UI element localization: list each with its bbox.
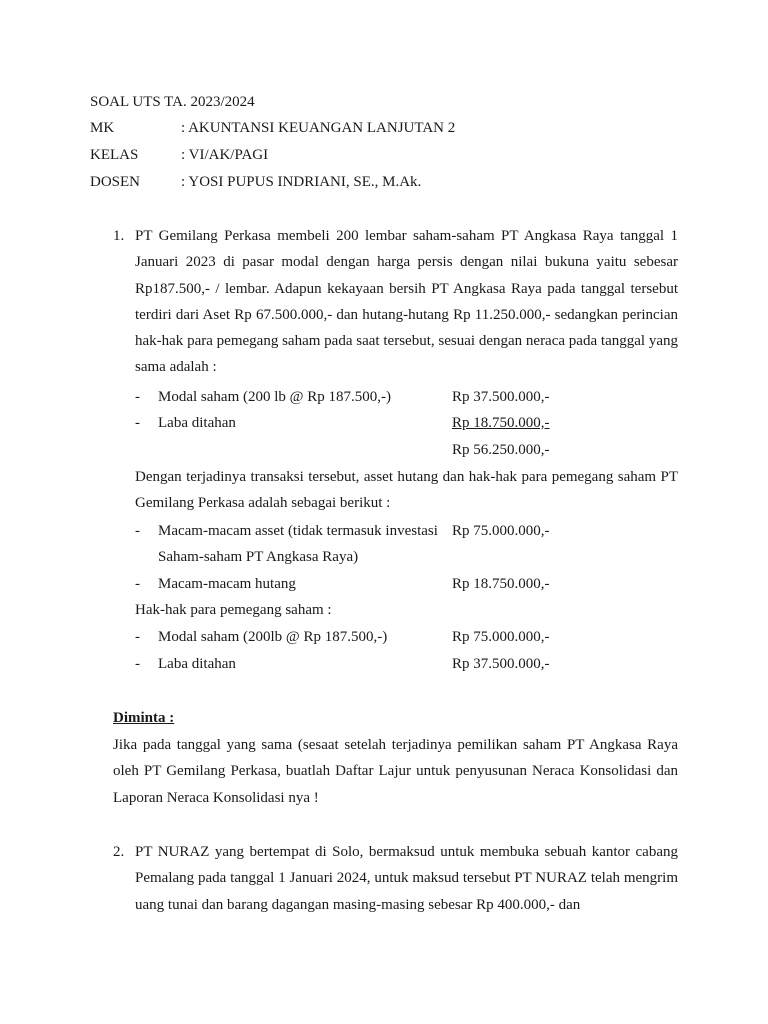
header-value-dosen: : YOSI PUPUS INDRIANI, SE., M.Ak. xyxy=(181,174,422,190)
diminta-heading: Diminta : xyxy=(113,710,175,726)
list2-item-1-desc-cont: Saham-saham PT Angkasa Raya) xyxy=(158,549,359,565)
exam-title xyxy=(90,89,255,115)
list2-item-1-dash: - xyxy=(135,523,140,539)
header-key-mk: MK xyxy=(90,120,115,136)
header-row-dosen xyxy=(90,169,510,195)
exam-title-text: SOAL UTS TA. 2023/2024 xyxy=(90,94,255,110)
list1-item-1-desc: Modal saham (200 lb @ Rp 187.500,-) xyxy=(158,389,391,405)
list3-item-1-dash: - xyxy=(135,629,140,645)
hak-label: Hak-hak para pemegang saham : xyxy=(135,602,332,618)
list1-item-1-dash: - xyxy=(135,389,140,405)
list3-item-2-amount: Rp 37.500.000,- xyxy=(452,656,550,672)
question-2-number: 2. xyxy=(113,844,125,860)
header-value-mk: : AKUNTANSI KEUANGAN LANJUTAN 2 xyxy=(181,120,456,136)
list3-item-2-dash: - xyxy=(135,656,140,672)
list1-item-1-amount: Rp 37.500.000,- xyxy=(452,389,550,405)
list2-item-1-amount: Rp 75.000.000,- xyxy=(452,523,550,539)
list2-item-2-amount: Rp 18.750.000,- xyxy=(452,576,550,592)
question-1-number: 1. xyxy=(113,228,125,244)
header-row-mk xyxy=(90,115,510,141)
list1-total: Rp 56.250.000,- xyxy=(452,442,550,458)
list1-item-2-desc: Laba ditahan xyxy=(158,415,236,431)
header-row-kelas xyxy=(90,142,510,168)
list2-item-2-desc: Macam-macam hutang xyxy=(158,576,296,592)
list3-item-1-amount: Rp 75.000.000,- xyxy=(452,629,550,645)
list1-item-2-amount: Rp 18.750.000,- xyxy=(452,415,550,431)
list3-item-2-desc: Laba ditahan xyxy=(158,656,236,672)
header-key-dosen: DOSEN xyxy=(90,174,141,190)
header-value-kelas: : VI/AK/PAGI xyxy=(181,147,269,163)
header-key-kelas: KELAS xyxy=(90,147,139,163)
question-1-intro: PT Gemilang Perkasa membeli 200 lembar saham-saham PT Angkasa Raya tanggal 1 Januari 2023 di pasar modal dengan harga persis dengan nilai bukuna yaitu sebesar Rp187.500,- / lembar. Adapun kekayaan bersih PT Angkasa Raya pada tanggal tersebut terdiri dari Aset Rp 67.500.000,- dan hutang-hutang Rp 11.250.000,- sedangkan perincian hak-hak para pemegang saham pada saat tersebut, sesuai dengan neraca pada tanggal yang sama adalah : xyxy=(135,228,678,376)
diminta-text: Jika pada tanggal yang sama (sesaat setelah terjadinya pemilikan saham PT Angkasa Raya oleh PT Gemilang Perkasa, buatlah Daftar Lajur untuk penyusunan Neraca Konsolidasi dan Laporan Neraca Konsolidasi nya ! xyxy=(113,737,678,806)
list1-item-2-dash: - xyxy=(135,415,140,431)
question-2-text: PT NURAZ yang bertempat di Solo, bermaksud untuk membuka sebuah kantor cabang Pemalang pada tanggal 1 Januari 2024, untuk maksud tersebut PT NURAZ telah mengrim uang tunai dan barang dagangan masing-masing sebesar Rp 400.000,- dan xyxy=(135,844,678,913)
list2-item-1-desc: Macam-macam asset (tidak termasuk investasi xyxy=(158,523,438,539)
list2-item-2-dash: - xyxy=(135,576,140,592)
list3-item-1-desc: Modal saham (200lb @ Rp 187.500,-) xyxy=(158,629,388,645)
question-1-middle: Dengan terjadinya transaksi tersebut, asset hutang dan hak-hak para pemegang saham PT Gemilang Perkasa adalah sebagai berikut : xyxy=(135,469,678,512)
